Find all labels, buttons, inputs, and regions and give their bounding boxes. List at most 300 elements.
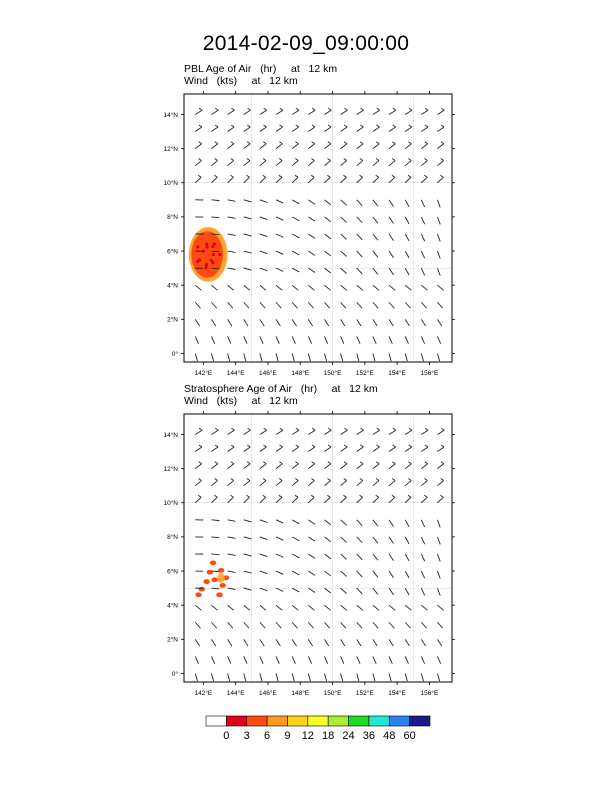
- wind-barb: [292, 497, 298, 502]
- field-patch: [207, 570, 213, 575]
- wind-barb: [276, 336, 279, 343]
- wind-barb: [244, 200, 252, 202]
- wind-barb: [195, 177, 201, 182]
- wind-barb: [260, 464, 266, 469]
- wind-barb: [389, 447, 396, 452]
- wind-barb: [308, 200, 315, 204]
- wind-barb: [421, 464, 427, 469]
- wind-barb-feather: [231, 445, 234, 447]
- wind-barb: [341, 622, 346, 628]
- wind-barb: [421, 588, 424, 595]
- wind-barb: [357, 571, 362, 577]
- y-tick-label: 10°N: [163, 180, 178, 188]
- wind-barb: [389, 464, 395, 469]
- wind-barb: [373, 144, 379, 149]
- wind-barb-feather: [441, 479, 444, 481]
- wind-barb: [260, 319, 264, 326]
- wind-barb: [405, 430, 412, 434]
- wind-barb: [228, 656, 231, 663]
- wind-barb: [228, 319, 232, 326]
- wind-barb: [260, 200, 268, 203]
- wind-barb: [228, 571, 236, 572]
- wind-barb-feather: [392, 142, 395, 144]
- wind-barb-feather: [327, 495, 330, 497]
- wind-barb-feather: [263, 479, 266, 481]
- wind-barb-feather: [343, 495, 346, 497]
- wind-barb-feather: [424, 175, 427, 177]
- colorbar-label: 0: [223, 730, 230, 742]
- wind-barb: [260, 447, 267, 452]
- wind-barb: [405, 336, 408, 343]
- wind-barb: [195, 639, 199, 646]
- wind-barb: [373, 656, 376, 663]
- y-tick-label: 14°N: [163, 111, 178, 119]
- wind-barb-feather: [311, 175, 314, 177]
- wind-barb: [373, 622, 378, 628]
- wind-barb-feather: [263, 175, 266, 177]
- wind-barb-feather: [295, 159, 298, 161]
- wind-barb-feather: [441, 159, 444, 161]
- wind-barb: [324, 353, 326, 361]
- x-tick-label: 156°E: [420, 370, 439, 377]
- wind-barb: [276, 144, 282, 149]
- wind-barb: [211, 481, 217, 486]
- wind-barb-feather: [393, 428, 396, 430]
- wind-barb: [437, 268, 440, 276]
- colorbar-swatch: [410, 716, 430, 726]
- wind-barb: [195, 673, 197, 681]
- wind-barb: [292, 656, 295, 663]
- wind-barb-feather: [425, 428, 428, 430]
- wind-barb: [357, 200, 362, 206]
- wind-barb: [341, 217, 347, 222]
- wind-barb-feather: [392, 495, 395, 497]
- wind-barb-feather: [199, 462, 202, 464]
- wind-barb: [437, 497, 443, 502]
- colorbar: [206, 716, 430, 742]
- field-patch: [211, 577, 217, 582]
- wind-barb-feather: [409, 108, 412, 110]
- wind-barb-feather: [312, 445, 315, 447]
- wind-barb: [389, 520, 393, 527]
- wind-barb: [421, 639, 425, 646]
- wind-barb-feather: [392, 479, 395, 481]
- colorbar-swatch: [369, 716, 389, 726]
- wind-barb: [228, 520, 236, 521]
- wind-barb-feather: [376, 462, 379, 464]
- wind-barb: [405, 520, 409, 527]
- wind-barb-feather: [408, 479, 411, 481]
- wind-barb: [211, 656, 214, 663]
- wind-barb: [228, 464, 234, 469]
- wind-barb-feather: [344, 462, 347, 464]
- wind-barb: [389, 217, 393, 224]
- wind-barb: [276, 588, 283, 591]
- wind-barb-feather: [409, 445, 412, 447]
- wind-barb: [195, 430, 202, 434]
- wind-barb: [260, 217, 268, 220]
- wind-barb: [244, 127, 251, 132]
- wind-barb-feather: [440, 175, 443, 177]
- wind-barb: [389, 554, 393, 561]
- wind-barb: [260, 177, 266, 182]
- wind-barb: [357, 285, 363, 290]
- wind-barb: [228, 110, 235, 114]
- wind-barb-feather: [441, 108, 444, 110]
- wind-barb: [292, 588, 299, 592]
- wind-barb: [308, 177, 314, 182]
- wind-barb: [228, 161, 234, 166]
- map-frame: [184, 414, 452, 682]
- wind-barb: [308, 639, 312, 646]
- wind-barb: [244, 430, 251, 434]
- wind-barb: [405, 285, 411, 290]
- wind-barb: [324, 200, 330, 205]
- wind-barb: [195, 336, 198, 343]
- field-patch: [217, 573, 225, 583]
- wind-barb: [421, 251, 424, 258]
- wind-barb: [373, 430, 380, 434]
- wind-barb-feather: [247, 125, 250, 127]
- wind-barb-feather: [425, 445, 428, 447]
- wind-barb: [324, 302, 329, 308]
- wind-barb: [228, 673, 230, 681]
- wind-barb: [211, 622, 216, 628]
- wind-barb: [228, 302, 233, 308]
- wind-barb: [244, 656, 247, 663]
- wind-barb: [373, 217, 378, 223]
- wind-barb-feather: [360, 159, 363, 161]
- wind-barb: [341, 497, 347, 502]
- wind-barb: [341, 430, 348, 434]
- wind-barb: [324, 161, 330, 166]
- wind-barb: [195, 285, 201, 290]
- wind-barb: [308, 673, 310, 681]
- wind-barb: [308, 497, 314, 502]
- wind-barb: [373, 234, 378, 240]
- wind-barb-feather: [377, 428, 380, 430]
- wind-barb: [292, 353, 294, 361]
- wind-barb: [308, 588, 315, 592]
- wind-barb-feather: [199, 125, 202, 127]
- wind-barb: [211, 319, 215, 326]
- wind-barb: [373, 571, 378, 577]
- wind-barb: [421, 656, 424, 663]
- wind-barb-feather: [295, 479, 298, 481]
- wind-barb-feather: [441, 445, 444, 447]
- wind-barb: [308, 268, 315, 272]
- wind-barb: [357, 268, 362, 274]
- wind-barb: [195, 353, 197, 361]
- wind-barb-feather: [360, 495, 363, 497]
- wind-barb: [308, 656, 311, 663]
- wind-barb: [341, 537, 347, 542]
- wind-barb: [292, 430, 299, 434]
- field-patch: [216, 592, 222, 597]
- wind-barb-feather: [424, 159, 427, 161]
- wind-barb: [324, 464, 330, 469]
- wind-barb: [324, 217, 330, 222]
- wind-barb-feather: [215, 479, 218, 481]
- wind-barb: [341, 639, 345, 646]
- wind-barb: [260, 268, 268, 271]
- wind-barb: [389, 110, 396, 114]
- wind-barb: [228, 285, 234, 290]
- wind-barb: [276, 161, 282, 166]
- wind-barb: [357, 110, 364, 114]
- wind-barb: [276, 127, 283, 132]
- wind-barb-feather: [360, 175, 363, 177]
- wind-barb: [357, 605, 363, 610]
- wind-barb: [421, 144, 427, 149]
- wind-barb: [308, 285, 314, 290]
- wind-barb: [421, 234, 424, 241]
- wind-barb: [357, 302, 362, 308]
- wind-barb: [211, 336, 214, 343]
- wind-barb: [405, 110, 412, 114]
- wind-barb: [260, 639, 264, 646]
- wind-barb: [292, 481, 298, 486]
- wind-barb-feather: [247, 479, 250, 481]
- wind-barb: [244, 673, 246, 681]
- y-tick-label: 14°N: [163, 431, 178, 439]
- wind-barb-feather: [263, 159, 266, 161]
- wind-barb-feather: [441, 428, 444, 430]
- wind-barb: [405, 268, 409, 275]
- wind-barb-feather: [199, 142, 202, 144]
- wind-barb-feather: [279, 479, 282, 481]
- wind-barb: [244, 447, 251, 452]
- wind-barb-feather: [215, 428, 218, 430]
- wind-barb: [260, 144, 266, 149]
- wind-barb: [276, 464, 282, 469]
- wind-barb: [389, 302, 394, 308]
- wind-barb: [437, 673, 439, 681]
- wind-barb: [437, 464, 443, 469]
- wind-barb: [308, 217, 315, 221]
- colorbar-swatch: [287, 716, 307, 726]
- wind-barb-feather: [279, 462, 282, 464]
- wind-barb: [437, 554, 440, 562]
- wind-barb: [308, 110, 315, 114]
- wind-barb: [437, 110, 444, 114]
- wind-barb: [276, 319, 280, 326]
- wind-barb: [405, 605, 411, 610]
- wind-barb-feather: [231, 142, 234, 144]
- colorbar-label: 24: [342, 730, 355, 742]
- wind-barb: [260, 673, 262, 681]
- wind-barb-feather: [393, 445, 396, 447]
- wind-barb: [228, 234, 236, 235]
- wind-barb: [308, 571, 315, 575]
- wind-barb: [324, 144, 330, 149]
- wind-barb-feather: [377, 108, 380, 110]
- wind-barb: [228, 251, 236, 252]
- wind-barb: [244, 554, 252, 556]
- field-patch: [199, 587, 205, 592]
- wind-barb-feather: [312, 108, 315, 110]
- wind-barb: [260, 161, 266, 166]
- field-patch: [205, 243, 208, 246]
- x-tick-label: 154°E: [388, 690, 406, 697]
- wind-barb-feather: [264, 428, 267, 430]
- wind-barb: [373, 520, 378, 526]
- panel-1-field-label: PBL Age of Air (hr) at 12 km: [184, 63, 338, 75]
- wind-barb: [405, 177, 411, 182]
- wind-barb: [421, 481, 427, 486]
- wind-barb-feather: [440, 495, 443, 497]
- wind-barb: [421, 268, 424, 275]
- wind-barb: [421, 200, 424, 207]
- wind-barb-feather: [409, 462, 412, 464]
- wind-barb: [373, 161, 379, 166]
- wind-barb: [244, 177, 250, 182]
- wind-barb: [228, 217, 236, 218]
- wind-barb: [373, 588, 378, 594]
- wind-barb-feather: [409, 428, 412, 430]
- wind-barb: [228, 447, 235, 452]
- wind-barb-feather: [441, 142, 444, 144]
- wind-barb-feather: [263, 462, 266, 464]
- wind-barb: [341, 336, 344, 343]
- wind-barb: [341, 588, 347, 593]
- wind-barb: [437, 481, 443, 486]
- x-tick-label: 146°E: [259, 370, 277, 377]
- wind-barb: [405, 656, 408, 663]
- wind-barb: [389, 127, 396, 132]
- wind-barb: [244, 268, 252, 270]
- wind-barb: [308, 144, 314, 149]
- wind-barb: [228, 127, 235, 132]
- wind-barb: [421, 605, 427, 610]
- colorbar-label: 36: [362, 730, 376, 742]
- wind-barb: [373, 554, 378, 560]
- wind-barb: [341, 520, 347, 525]
- colorbar-swatch: [247, 716, 267, 726]
- wind-barb: [324, 127, 331, 132]
- wind-barb: [437, 234, 440, 242]
- wind-barb: [324, 481, 330, 486]
- wind-barb: [324, 251, 330, 256]
- wind-barb: [373, 353, 375, 361]
- wind-barb-feather: [215, 462, 218, 464]
- wind-barb: [437, 656, 440, 663]
- wind-barb: [292, 336, 295, 343]
- wind-barb: [244, 622, 249, 628]
- wind-barb: [292, 464, 298, 469]
- wind-barb: [276, 622, 281, 628]
- wind-barb: [341, 353, 343, 361]
- wind-barb: [276, 605, 282, 610]
- wind-barb: [324, 622, 329, 628]
- wind-barb: [405, 554, 409, 561]
- wind-barb: [244, 605, 250, 610]
- wind-barb: [260, 605, 266, 610]
- wind-barb: [389, 605, 395, 610]
- wind-barb-feather: [425, 142, 428, 144]
- wind-barb-feather: [360, 445, 363, 447]
- wind-barb: [421, 336, 424, 343]
- wind-barb: [324, 639, 328, 646]
- wind-barb: [228, 144, 234, 149]
- wind-barb: [357, 537, 362, 543]
- wind-barb-feather: [311, 495, 314, 497]
- wind-barb-feather: [248, 428, 251, 430]
- wind-barb: [195, 161, 201, 166]
- wind-barb: [276, 447, 283, 452]
- wind-barb: [389, 251, 393, 258]
- wind-barb: [195, 302, 200, 308]
- wind-barb: [244, 251, 252, 253]
- wind-barb: [211, 447, 218, 452]
- wind-barb: [260, 285, 266, 290]
- wind-barb: [437, 144, 443, 149]
- wind-barb: [211, 217, 219, 218]
- y-tick-label: 4°N: [167, 602, 178, 610]
- wind-barb: [276, 481, 282, 486]
- wind-barb: [260, 353, 262, 361]
- wind-barb-feather: [312, 125, 315, 127]
- wind-barb: [276, 520, 283, 523]
- wind-barb: [357, 622, 362, 628]
- wind-barb: [357, 251, 362, 257]
- wind-barb: [421, 430, 428, 434]
- wind-barb: [357, 319, 361, 326]
- wind-barb: [437, 537, 440, 545]
- wind-barb: [292, 537, 299, 541]
- wind-barb: [341, 200, 347, 205]
- wind-barb: [260, 110, 267, 114]
- wind-barb: [292, 110, 299, 114]
- wind-barb: [211, 161, 217, 166]
- x-tick-label: 148°E: [291, 370, 310, 377]
- wind-barb-feather: [198, 479, 201, 481]
- wind-barb: [357, 161, 363, 166]
- wind-barb: [389, 639, 393, 646]
- wind-barb-feather: [247, 462, 250, 464]
- field-patch: [195, 592, 201, 597]
- wind-barb: [373, 481, 379, 486]
- wind-barb: [405, 464, 411, 469]
- wind-barb-feather: [328, 428, 331, 430]
- wind-barb: [308, 622, 313, 628]
- wind-barb-feather: [311, 159, 314, 161]
- wind-barb-feather: [344, 159, 347, 161]
- wind-barb-feather: [199, 428, 202, 430]
- wind-barb: [389, 234, 393, 241]
- wind-barb: [341, 302, 346, 308]
- wind-barb-feather: [312, 462, 315, 464]
- colorbar-label: 18: [322, 730, 335, 742]
- wind-barb-feather: [376, 445, 379, 447]
- wind-barb: [211, 430, 218, 434]
- wind-barb-feather: [295, 175, 298, 177]
- wind-barb: [260, 588, 268, 591]
- wind-barb: [324, 588, 330, 593]
- colorbar-label: 3: [243, 730, 250, 742]
- wind-barb: [421, 571, 424, 578]
- wind-barb: [211, 554, 219, 555]
- wind-barb: [228, 605, 234, 610]
- wind-barb: [324, 605, 330, 610]
- wind-barb: [437, 430, 444, 434]
- wind-barb-feather: [312, 142, 315, 144]
- wind-barb: [357, 447, 364, 452]
- wind-barb: [260, 251, 268, 254]
- wind-barb-feather: [392, 462, 395, 464]
- wind-barb-feather: [360, 462, 363, 464]
- wind-barb: [341, 656, 344, 663]
